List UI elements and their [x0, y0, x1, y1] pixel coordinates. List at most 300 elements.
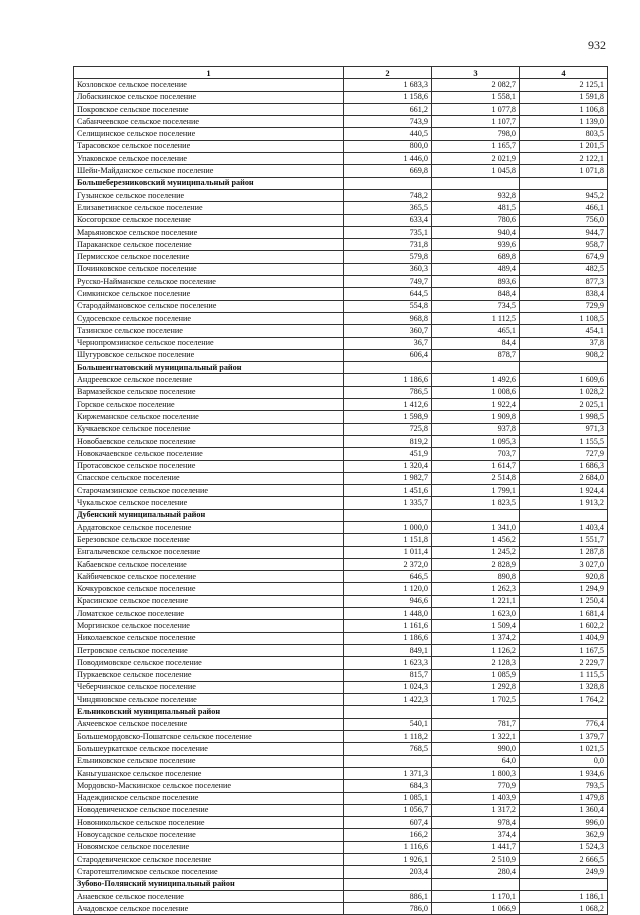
table-row	[74, 300, 608, 312]
value-cell: 37,8	[520, 337, 608, 349]
value-cell: 1 107,7	[432, 116, 520, 128]
value-cell: 1 823,5	[432, 497, 520, 509]
table-row	[74, 79, 608, 91]
value-cell: 971,3	[520, 423, 608, 435]
value-cell: 1 262,3	[432, 583, 520, 595]
value-cell: 454,1	[520, 325, 608, 337]
table-row	[74, 534, 608, 546]
settlement-name-cell: Стародевиченское сельское поселение	[74, 854, 344, 866]
value-cell: 2 128,3	[432, 657, 520, 669]
value-cell: 661,2	[344, 103, 432, 115]
value-cell: 1 320,4	[344, 460, 432, 472]
value-cell: 1 106,8	[520, 103, 608, 115]
table-row	[74, 128, 608, 140]
settlement-name-cell: Каньгушанское сельское поселение	[74, 767, 344, 779]
value-cell: 786,5	[344, 386, 432, 398]
settlement-name-cell: Пермисское сельское поселение	[74, 251, 344, 263]
settlement-name-cell: Стародаймановское сельское поселение	[74, 300, 344, 312]
value-cell: 944,7	[520, 226, 608, 238]
settlement-name-cell: Поводимовское сельское поселение	[74, 657, 344, 669]
table-row	[74, 718, 608, 730]
value-cell	[344, 509, 432, 521]
settlement-name-cell: Сабанчеевское сельское поселение	[74, 116, 344, 128]
value-cell	[432, 362, 520, 374]
value-cell	[344, 177, 432, 189]
value-cell: 1 451,6	[344, 485, 432, 497]
value-cell: 64,0	[432, 755, 520, 767]
table-row	[74, 558, 608, 570]
value-cell: 776,4	[520, 718, 608, 730]
table-row	[74, 644, 608, 656]
value-cell: 1 028,2	[520, 386, 608, 398]
settlement-name-cell: Покровское сельское поселение	[74, 103, 344, 115]
table-row	[74, 841, 608, 853]
table-row	[74, 411, 608, 423]
value-cell: 1 982,7	[344, 472, 432, 484]
table-row	[74, 337, 608, 349]
settlement-name-cell: Лобаскинское сельское поселение	[74, 91, 344, 103]
district-header-row	[74, 706, 608, 718]
value-cell: 1 799,1	[432, 485, 520, 497]
district-header-row	[74, 362, 608, 374]
value-cell: 1 602,2	[520, 620, 608, 632]
table-row	[74, 731, 608, 743]
district-header-row	[74, 878, 608, 890]
value-cell: 1 317,2	[432, 804, 520, 816]
value-cell: 978,4	[432, 817, 520, 829]
value-cell: 939,6	[432, 239, 520, 251]
value-cell: 729,9	[520, 300, 608, 312]
value-cell	[344, 878, 432, 890]
value-cell: 1 250,4	[520, 595, 608, 607]
settlement-name-cell: Новоусадское сельское поселение	[74, 829, 344, 841]
table-row	[74, 804, 608, 816]
value-cell: 940,4	[432, 226, 520, 238]
table-row	[74, 374, 608, 386]
value-cell: 362,9	[520, 829, 608, 841]
value-cell: 890,8	[432, 571, 520, 583]
value-cell: 1 139,0	[520, 116, 608, 128]
value-cell: 908,2	[520, 349, 608, 361]
settlement-name-cell: Селищинское сельское поселение	[74, 128, 344, 140]
settlement-name-cell: Протасовское сельское поселение	[74, 460, 344, 472]
table-row	[74, 189, 608, 201]
value-cell: 703,7	[432, 448, 520, 460]
value-cell: 1 909,8	[432, 411, 520, 423]
value-cell: 1 161,6	[344, 620, 432, 632]
value-cell: 1 509,4	[432, 620, 520, 632]
value-cell: 1 095,3	[432, 435, 520, 447]
settlement-name-cell: Большемордовско-Пошатское сельское поселение	[74, 731, 344, 743]
district-header-row	[74, 177, 608, 189]
table-body	[74, 79, 608, 915]
value-cell: 0,0	[520, 755, 608, 767]
table-row	[74, 312, 608, 324]
value-cell: 1 683,3	[344, 79, 432, 91]
table-row	[74, 767, 608, 779]
table-row	[74, 595, 608, 607]
value-cell: 1 403,9	[432, 792, 520, 804]
value-cell: 786,0	[344, 903, 432, 915]
settlement-name-cell: Анаевское сельское поселение	[74, 890, 344, 902]
value-cell: 1 292,8	[432, 681, 520, 693]
value-cell: 1 441,7	[432, 841, 520, 853]
value-cell: 1 374,2	[432, 632, 520, 644]
settlement-name-cell: Марьяновское сельское поселение	[74, 226, 344, 238]
value-cell: 1 609,6	[520, 374, 608, 386]
value-cell	[520, 706, 608, 718]
table-row	[74, 448, 608, 460]
value-cell: 1 021,5	[520, 743, 608, 755]
table-row	[74, 103, 608, 115]
value-cell: 607,4	[344, 817, 432, 829]
value-cell: 803,5	[520, 128, 608, 140]
value-cell: 756,0	[520, 214, 608, 226]
value-cell: 489,4	[432, 263, 520, 275]
value-cell: 1 764,2	[520, 694, 608, 706]
value-cell: 1 448,0	[344, 608, 432, 620]
value-cell: 2 514,8	[432, 472, 520, 484]
table-row	[74, 583, 608, 595]
value-cell: 1 115,5	[520, 669, 608, 681]
settlement-name-cell: Новобаевское сельское поселение	[74, 435, 344, 447]
column-header: 3	[432, 67, 520, 79]
settlement-name-cell: Кабаевское сельское поселение	[74, 558, 344, 570]
value-cell: 2 684,0	[520, 472, 608, 484]
value-cell: 780,6	[432, 214, 520, 226]
value-cell: 1 551,7	[520, 534, 608, 546]
settlement-name-cell: Старотештелимское сельское поселение	[74, 866, 344, 878]
value-cell	[520, 509, 608, 521]
value-cell: 644,5	[344, 288, 432, 300]
table-row	[74, 694, 608, 706]
value-cell: 932,8	[432, 189, 520, 201]
value-cell: 1 294,9	[520, 583, 608, 595]
settlement-name-cell: Акчеевское сельское поселение	[74, 718, 344, 730]
value-cell: 1 614,7	[432, 460, 520, 472]
value-cell	[432, 177, 520, 189]
value-cell	[432, 509, 520, 521]
value-cell: 1 008,6	[432, 386, 520, 398]
table-row	[74, 202, 608, 214]
table-row	[74, 681, 608, 693]
value-cell: 554,8	[344, 300, 432, 312]
value-cell	[520, 177, 608, 189]
settlement-name-cell: Шугуровское сельское поселение	[74, 349, 344, 361]
table-row	[74, 521, 608, 533]
settlement-name-cell: Большеберезниковский муниципальный район	[74, 177, 344, 189]
value-cell: 3 027,0	[520, 558, 608, 570]
settlement-name-cell: Тазинское сельское поселение	[74, 325, 344, 337]
settlement-name-cell: Енгалычевское сельское поселение	[74, 546, 344, 558]
value-cell: 36,7	[344, 337, 432, 349]
table-row	[74, 743, 608, 755]
table-row	[74, 669, 608, 681]
table-row	[74, 866, 608, 878]
value-cell: 748,2	[344, 189, 432, 201]
value-cell: 1 446,0	[344, 153, 432, 165]
value-cell: 1 524,3	[520, 841, 608, 853]
value-cell: 849,1	[344, 644, 432, 656]
value-cell: 1 118,2	[344, 731, 432, 743]
value-cell: 166,2	[344, 829, 432, 841]
table-header-row	[74, 67, 608, 79]
settlement-name-cell: Большеигнатовский муниципальный район	[74, 362, 344, 374]
value-cell: 1 328,8	[520, 681, 608, 693]
table-row	[74, 153, 608, 165]
value-cell: 1 045,8	[432, 165, 520, 177]
settlement-name-cell: Киржеманское сельское поселение	[74, 411, 344, 423]
value-cell: 1 201,5	[520, 140, 608, 152]
value-cell: 465,1	[432, 325, 520, 337]
value-cell: 1 158,6	[344, 91, 432, 103]
value-cell: 2 372,0	[344, 558, 432, 570]
value-cell: 203,4	[344, 866, 432, 878]
settlement-name-cell: Чеберчинское сельское поселение	[74, 681, 344, 693]
table-row	[74, 288, 608, 300]
settlement-name-cell: Зубово-Полянский муниципальный район	[74, 878, 344, 890]
value-cell: 1 085,1	[344, 792, 432, 804]
table-row	[74, 263, 608, 275]
settlement-name-cell: Моргинское сельское поселение	[74, 620, 344, 632]
value-cell	[432, 706, 520, 718]
table-row	[74, 460, 608, 472]
value-cell: 734,5	[432, 300, 520, 312]
value-cell	[344, 362, 432, 374]
value-cell: 440,5	[344, 128, 432, 140]
settlement-name-cell: Косогорское сельское поселение	[74, 214, 344, 226]
value-cell: 1 360,4	[520, 804, 608, 816]
value-cell: 669,8	[344, 165, 432, 177]
table-row	[74, 829, 608, 841]
table-row	[74, 890, 608, 902]
value-cell: 1 108,5	[520, 312, 608, 324]
table-row	[74, 349, 608, 361]
settlement-name-cell: Мордовско-Маскинское сельское поселение	[74, 780, 344, 792]
value-cell: 2 021,9	[432, 153, 520, 165]
value-cell: 725,8	[344, 423, 432, 435]
settlement-name-cell: Симкинское сельское поселение	[74, 288, 344, 300]
value-cell: 1 011,4	[344, 546, 432, 558]
value-cell: 1 221,1	[432, 595, 520, 607]
value-cell: 1 379,7	[520, 731, 608, 743]
value-cell: 2 229,7	[520, 657, 608, 669]
settlement-name-cell: Упаковское сельское поселение	[74, 153, 344, 165]
table-row	[74, 251, 608, 263]
value-cell: 466,1	[520, 202, 608, 214]
value-cell: 481,5	[432, 202, 520, 214]
settlement-name-cell: Кочкуровское сельское поселение	[74, 583, 344, 595]
table-row	[74, 386, 608, 398]
value-cell: 1 922,4	[432, 399, 520, 411]
value-cell: 633,4	[344, 214, 432, 226]
value-cell: 280,4	[432, 866, 520, 878]
value-cell	[520, 362, 608, 374]
table-row	[74, 140, 608, 152]
value-cell: 735,1	[344, 226, 432, 238]
settlement-name-cell: Тарасовское сельское поселение	[74, 140, 344, 152]
value-cell: 1 000,0	[344, 521, 432, 533]
value-cell: 1 167,5	[520, 644, 608, 656]
settlement-name-cell: Ардатовское сельское поселение	[74, 521, 344, 533]
settlement-name-cell: Параканское сельское поселение	[74, 239, 344, 251]
value-cell: 1 151,8	[344, 534, 432, 546]
value-cell: 920,8	[520, 571, 608, 583]
value-cell: 540,1	[344, 718, 432, 730]
value-cell	[344, 706, 432, 718]
value-cell: 1 591,8	[520, 91, 608, 103]
settlement-name-cell: Новоникольское сельское поселение	[74, 817, 344, 829]
settlement-name-cell: Надеждинское сельское поселение	[74, 792, 344, 804]
settlement-name-cell: Гузынское сельское поселение	[74, 189, 344, 201]
value-cell: 1 170,1	[432, 890, 520, 902]
settlement-name-cell: Березовское сельское поселение	[74, 534, 344, 546]
column-header: 1	[74, 67, 344, 79]
value-cell: 1 422,3	[344, 694, 432, 706]
value-cell: 1 623,3	[344, 657, 432, 669]
value-cell: 451,9	[344, 448, 432, 460]
value-cell: 482,5	[520, 263, 608, 275]
table-row	[74, 116, 608, 128]
settlement-name-cell: Пуркаевское сельское поселение	[74, 669, 344, 681]
table-row	[74, 632, 608, 644]
value-cell: 1 126,2	[432, 644, 520, 656]
settlement-name-cell: Козловское сельское поселение	[74, 79, 344, 91]
table-row	[74, 226, 608, 238]
value-cell: 1 085,9	[432, 669, 520, 681]
settlement-name-cell: Петровское сельское поселение	[74, 644, 344, 656]
value-cell: 606,4	[344, 349, 432, 361]
value-cell: 2 510,9	[432, 854, 520, 866]
value-cell: 1 558,1	[432, 91, 520, 103]
value-cell: 1 403,4	[520, 521, 608, 533]
table-row	[74, 214, 608, 226]
value-cell: 893,6	[432, 276, 520, 288]
settlement-name-cell: Русско-Найманское сельское поселение	[74, 276, 344, 288]
settlement-name-cell: Новокачаевское сельское поселение	[74, 448, 344, 460]
value-cell: 1 024,3	[344, 681, 432, 693]
settlement-name-cell: Чиндяновское сельское поселение	[74, 694, 344, 706]
settlement-name-cell: Ломатское сельское поселение	[74, 608, 344, 620]
value-cell: 2 125,1	[520, 79, 608, 91]
table-row	[74, 854, 608, 866]
value-cell	[344, 755, 432, 767]
value-cell: 2 025,1	[520, 399, 608, 411]
value-cell: 1 165,7	[432, 140, 520, 152]
value-cell: 1 412,6	[344, 399, 432, 411]
value-cell: 815,7	[344, 669, 432, 681]
value-cell: 1 492,6	[432, 374, 520, 386]
settlement-name-cell: Чернопромзинское сельское поселение	[74, 337, 344, 349]
table-row	[74, 608, 608, 620]
table-row	[74, 399, 608, 411]
value-cell: 365,5	[344, 202, 432, 214]
value-cell: 1 800,3	[432, 767, 520, 779]
value-cell: 249,9	[520, 866, 608, 878]
value-cell: 1 186,1	[520, 890, 608, 902]
value-cell: 1 404,9	[520, 632, 608, 644]
settlement-name-cell: Кучкаевское сельское поселение	[74, 423, 344, 435]
value-cell: 1 066,9	[432, 903, 520, 915]
value-cell: 798,0	[432, 128, 520, 140]
table-row	[74, 423, 608, 435]
value-cell: 2 828,9	[432, 558, 520, 570]
value-cell: 674,9	[520, 251, 608, 263]
page-number: 932	[588, 38, 606, 52]
value-cell: 878,7	[432, 349, 520, 361]
value-cell: 1 686,3	[520, 460, 608, 472]
value-cell: 781,7	[432, 718, 520, 730]
value-cell: 1 924,4	[520, 485, 608, 497]
value-cell: 1 186,6	[344, 632, 432, 644]
table-row	[74, 485, 608, 497]
value-cell: 1 120,0	[344, 583, 432, 595]
value-cell: 968,8	[344, 312, 432, 324]
settlement-name-cell: Красинское сельское поселение	[74, 595, 344, 607]
budget-table	[73, 66, 608, 915]
value-cell: 727,9	[520, 448, 608, 460]
settlement-name-cell: Новоямское сельское поселение	[74, 841, 344, 853]
value-cell: 1 056,7	[344, 804, 432, 816]
column-header: 4	[520, 67, 608, 79]
value-cell: 1 479,8	[520, 792, 608, 804]
value-cell: 374,4	[432, 829, 520, 841]
value-cell: 360,3	[344, 263, 432, 275]
value-cell: 886,1	[344, 890, 432, 902]
settlement-name-cell: Андреевское сельское поселение	[74, 374, 344, 386]
district-header-row	[74, 509, 608, 521]
value-cell: 1 186,6	[344, 374, 432, 386]
value-cell: 1 598,9	[344, 411, 432, 423]
value-cell: 1 934,6	[520, 767, 608, 779]
settlement-name-cell: Ельниковское сельское поселение	[74, 755, 344, 767]
value-cell: 1 681,4	[520, 608, 608, 620]
value-cell: 1 913,2	[520, 497, 608, 509]
settlement-name-cell: Кайбичевское сельское поселение	[74, 571, 344, 583]
settlement-name-cell: Старочамзинское сельское поселение	[74, 485, 344, 497]
table-row	[74, 571, 608, 583]
settlement-name-cell: Дубенский муниципальный район	[74, 509, 344, 521]
settlement-name-cell: Судосевское сельское поселение	[74, 312, 344, 324]
settlement-name-cell: Спасское сельское поселение	[74, 472, 344, 484]
value-cell: 2 122,1	[520, 153, 608, 165]
value-cell: 1 456,2	[432, 534, 520, 546]
value-cell: 2 666,5	[520, 854, 608, 866]
value-cell: 1 071,8	[520, 165, 608, 177]
table-row	[74, 276, 608, 288]
value-cell: 838,4	[520, 288, 608, 300]
value-cell: 579,8	[344, 251, 432, 263]
value-cell: 1 341,0	[432, 521, 520, 533]
value-cell: 877,3	[520, 276, 608, 288]
table-row	[74, 755, 608, 767]
value-cell: 646,5	[344, 571, 432, 583]
value-cell: 1 335,7	[344, 497, 432, 509]
settlement-name-cell: Новодевиченское сельское поселение	[74, 804, 344, 816]
value-cell: 937,8	[432, 423, 520, 435]
settlement-name-cell: Ельниковский муниципальный район	[74, 706, 344, 718]
value-cell: 684,3	[344, 780, 432, 792]
value-cell	[432, 878, 520, 890]
value-cell: 731,8	[344, 239, 432, 251]
table-row	[74, 165, 608, 177]
value-cell: 84,4	[432, 337, 520, 349]
settlement-name-cell: Вармазейское сельское поселение	[74, 386, 344, 398]
value-cell: 689,8	[432, 251, 520, 263]
table-row	[74, 239, 608, 251]
table-row	[74, 620, 608, 632]
value-cell: 946,6	[344, 595, 432, 607]
